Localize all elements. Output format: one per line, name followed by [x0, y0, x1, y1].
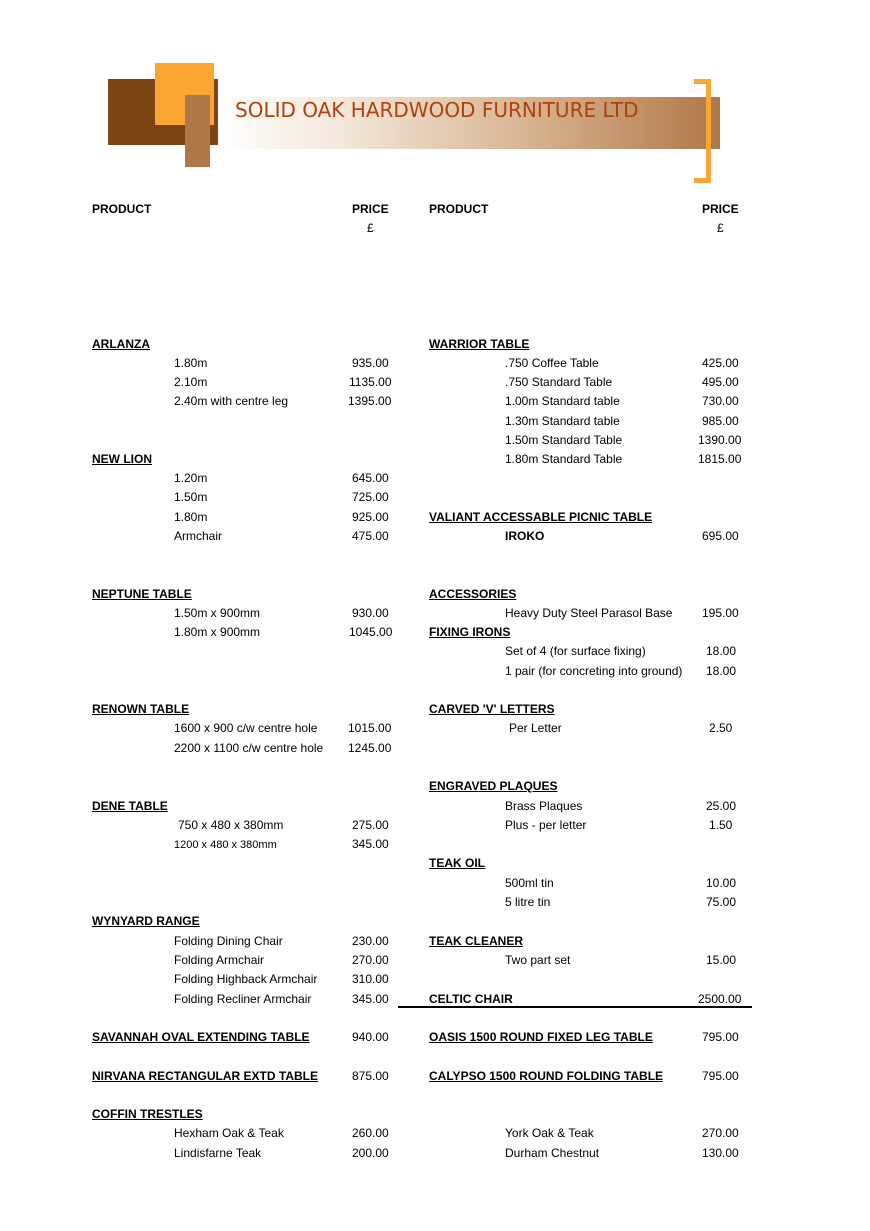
item-label: Hexham Oak & Teak — [174, 1126, 284, 1140]
item-label: 500ml tin — [505, 876, 554, 890]
section-calypso: CALYPSO 1500 ROUND FOLDING TABLE — [429, 1069, 664, 1083]
item-price: 1245.00 — [348, 741, 392, 755]
item-price: 1015.00 — [348, 721, 392, 735]
item-price: 10.00 — [706, 876, 737, 890]
item-price: 985.00 — [702, 414, 739, 428]
section-engraved-plaques: ENGRAVED PLAQUES — [429, 779, 558, 793]
header-price-left: PRICE — [352, 202, 389, 216]
item-label: Armchair — [174, 529, 223, 543]
item-label: 1.80m Standard Table — [505, 452, 623, 466]
header-price-right: PRICE — [702, 202, 739, 216]
item-label: 2200 x 1100 c/w centre hole — [174, 741, 324, 755]
item-label: 750 x 480 x 380mm — [178, 818, 284, 832]
item-label: York Oak & Teak — [505, 1126, 594, 1140]
item-price: 925.00 — [352, 510, 389, 524]
item-price: 1045.00 — [349, 625, 393, 639]
item-price: 195.00 — [702, 606, 739, 620]
item-price: 230.00 — [352, 934, 389, 948]
item-label: 5 litre tin — [505, 895, 551, 909]
item-price: 795.00 — [702, 1030, 739, 1044]
company-logo — [0, 0, 870, 190]
item-price: 15.00 — [706, 953, 737, 967]
item-price: 425.00 — [702, 356, 739, 370]
item-label: Heavy Duty Steel Parasol Base — [505, 606, 673, 620]
section-fixing-irons: FIXING IRONS — [429, 625, 511, 639]
section-carved-letters: CARVED 'V' LETTERS — [429, 702, 555, 716]
item-price: 310.00 — [352, 972, 389, 986]
item-price: 1135.00 — [349, 375, 392, 389]
item-label: Folding Armchair — [174, 953, 265, 967]
item-label: Two part set — [505, 953, 571, 967]
section-accessories: ACCESSORIES — [429, 587, 517, 601]
item-price: 2500.00 — [698, 992, 742, 1006]
section-teak-oil: TEAK OIL — [429, 856, 485, 870]
item-price: 345.00 — [352, 837, 389, 851]
item-price: 940.00 — [352, 1030, 389, 1044]
section-coffin-trestles: COFFIN TRESTLES — [92, 1107, 203, 1121]
section-arlanza: ARLANZA — [92, 337, 150, 351]
item-price: 495.00 — [702, 375, 739, 389]
item-label: 1.50m x 900mm — [174, 606, 261, 620]
item-label: 1 pair (for concreting into ground) — [505, 664, 683, 678]
item-price: 18.00 — [706, 644, 737, 658]
header-product-right: PRODUCT — [429, 202, 489, 216]
section-savannah: SAVANNAH OVAL EXTENDING TABLE — [92, 1030, 310, 1044]
item-label: Set of 4 (for surface fixing) — [505, 644, 646, 658]
item-label: 1.30m Standard table — [505, 414, 620, 428]
item-label: Folding Recliner Armchair — [174, 992, 312, 1006]
item-label: Durham Chestnut — [505, 1146, 600, 1160]
item-price: 1390.00 — [698, 433, 742, 447]
item-label: 1600 x 900 c/w centre hole — [174, 721, 318, 735]
item-label: .750 Standard Table — [505, 375, 613, 389]
item-price: 475.00 — [352, 529, 389, 543]
section-new-lion: NEW LION — [92, 452, 152, 466]
company-name: SOLID OAK HARDWOOD FURNITURE LTD — [235, 98, 639, 122]
item-price: 345.00 — [352, 992, 389, 1006]
item-label: 1.80m — [174, 510, 208, 524]
item-label: Per Letter — [509, 721, 562, 735]
section-teak-cleaner: TEAK CLEANER — [429, 934, 524, 948]
item-price: 2.50 — [709, 721, 733, 735]
section-celtic-chair: CELTIC CHAIR — [429, 992, 513, 1006]
item-price: 935.00 — [352, 356, 389, 370]
header-product-left: PRODUCT — [92, 202, 152, 216]
item-price: 1815.00 — [698, 452, 742, 466]
item-price: 270.00 — [702, 1126, 739, 1140]
logo-bracket — [694, 79, 711, 183]
item-label: 1.80m x 900mm — [174, 625, 261, 639]
section-valiant: VALIANT ACCESSABLE PICNIC TABLE — [429, 510, 653, 524]
item-label: 1200 x 480 x 380mm — [174, 839, 277, 851]
item-label: 1.50m Standard Table — [505, 433, 623, 447]
header-currency-right: £ — [717, 221, 724, 235]
item-label: 1.50m — [174, 490, 208, 504]
item-price: 1.50 — [709, 818, 733, 832]
item-price: 645.00 — [352, 471, 389, 485]
item-price: 75.00 — [706, 895, 737, 909]
item-label: 2.10m — [174, 375, 208, 389]
section-warrior: WARRIOR TABLE — [429, 337, 530, 351]
item-price: 200.00 — [352, 1146, 389, 1160]
item-label: .750 Coffee Table — [505, 356, 599, 370]
item-price: 130.00 — [702, 1146, 739, 1160]
section-wynyard: WYNYARD RANGE — [92, 914, 200, 928]
section-dene: DENE TABLE — [92, 799, 168, 813]
item-label: Folding Dining Chair — [174, 934, 283, 948]
item-label: 1.00m Standard table — [505, 394, 620, 408]
logo-block-tan — [185, 95, 210, 167]
item-label: 1.20m — [174, 471, 208, 485]
item-price: 18.00 — [706, 664, 737, 678]
item-price: 275.00 — [352, 818, 389, 832]
item-price: 1395.00 — [348, 394, 392, 408]
item-price: 875.00 — [352, 1069, 389, 1083]
item-price: 730.00 — [702, 394, 739, 408]
section-nirvana: NIRVANA RECTANGULAR EXTD TABLE — [92, 1069, 318, 1083]
item-price: 930.00 — [352, 606, 389, 620]
item-price: 795.00 — [702, 1069, 739, 1083]
item-price: 25.00 — [706, 799, 737, 813]
section-neptune: NEPTUNE TABLE — [92, 587, 192, 601]
item-label: 2.40m with centre leg — [174, 394, 289, 408]
header-currency-left: £ — [367, 221, 374, 235]
item-label: Folding Highback Armchair — [174, 972, 318, 986]
divider-line — [398, 1006, 752, 1008]
section-oasis: OASIS 1500 ROUND FIXED LEG TABLE — [429, 1030, 653, 1044]
item-label: Brass Plaques — [505, 799, 583, 813]
item-price: 270.00 — [352, 953, 389, 967]
item-price: 260.00 — [352, 1126, 389, 1140]
item-label: Lindisfarne Teak — [174, 1146, 262, 1160]
item-label: IROKO — [505, 529, 545, 543]
item-label: 1.80m — [174, 356, 208, 370]
item-price: 725.00 — [352, 490, 389, 504]
section-renown: RENOWN TABLE — [92, 702, 190, 716]
item-price: 695.00 — [702, 529, 739, 543]
item-label: Plus - per letter — [505, 818, 587, 832]
